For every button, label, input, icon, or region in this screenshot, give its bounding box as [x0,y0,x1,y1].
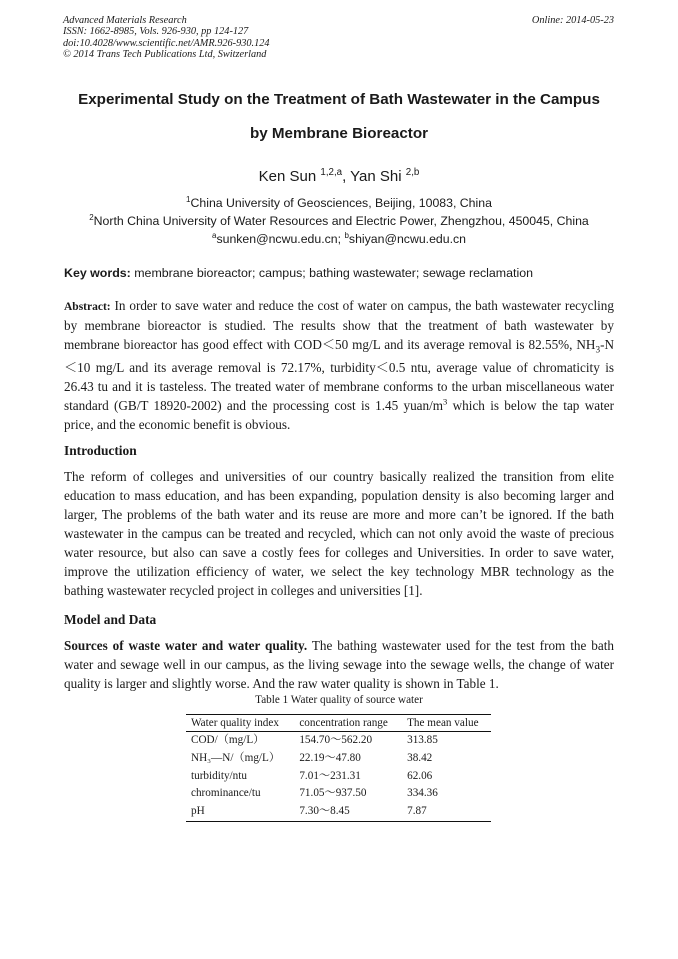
paper-title-line-2: by Membrane Bioreactor [249,125,429,142]
table-cell: chrominance/tu [191,787,261,800]
abstract-text: In order to save water and reduce the cost of water on campus, the bath wastewater recycling by membrane bioreactor is studied. The results show that the treatment of bath wastewater by membrane bioreactor has good effect with COD＜50 mg/L and its average removal is 82.55%, NH [64,298,614,352]
table-cell: 7.01～231.31 [299,769,361,782]
table-cell: COD/（mg/L） [191,734,265,746]
table-cell: 7.87 [402,803,491,821]
introduction-paragraph: The reform of colleges and universities of our country basically realized the transition from elite education to mass education, and has been expanding, population density is also becoming larger and larger, The problems of the bath water and its reuse are more and more can’t be ignored. If the bath wastewater in the campus can be treated and recycled, which can not only avoid the waste of precious water resource, but also can save a costly fees for colleges and Universities. In order to save water, improve the utilization efficiency of water, we select the key technology MBR technology as the bathing wastewater recycled project in colleges and universities [1]. [64,469,614,598]
table-row [186,785,491,803]
model-paragraph [64,636,614,693]
author-name: Yan Shi [350,168,402,185]
affiliation-text: China University of Geosciences, Beijing, 10083, China [190,196,492,210]
table-cell: 7.30～8.45 [294,803,402,821]
email-mark: b [344,230,349,240]
affiliation-text: North China University of Water Resources and Electric Power, Zhengzhou, 450045, China [93,214,589,228]
affiliation-mark: 1 [186,194,191,204]
copyright-line: © 2014 Trans Tech Publications Ltd, Switzerland [63,48,267,60]
table-row [186,768,491,786]
table-cell: 22.19～47.80 [299,751,361,764]
keywords-label: Key words: [64,266,131,280]
author-affiliation-mark: 1,2,a [320,167,343,178]
author-emails [30,232,648,246]
email-text: sunken@ncwu.edu.cn; [216,232,345,246]
subsection-heading: Sources of waste water and water quality. [64,638,308,653]
keywords-text: membrane bioreactor; campus; bathing wastewater; sewage reclamation [130,266,534,280]
table-cell: pH [186,803,294,821]
affiliation-1 [30,196,648,210]
table-caption: Table 1 Water quality of source water [255,694,423,706]
section-heading-introduction: Introduction [64,443,137,458]
paper-title-line-1: Experimental Study on the Treatment of Bath Wastewater in the Campus [78,91,600,108]
table-header-row [186,715,491,732]
affiliation-mark: 2 [89,212,94,222]
water-quality-table [186,714,491,822]
table-cell: 62.06 [407,769,433,782]
keywords [64,266,533,280]
table-cell: turbidity/ntu [191,769,247,782]
table-cell: 154.70～562.20 [299,734,373,746]
affiliation-2 [30,214,648,228]
email-text: shiyan@ncwu.edu.cn [348,232,466,246]
doi-line: doi:10.4028/www.scientific.net/AMR.926-930.124 [63,37,270,49]
table-cell: NH₃—N/（mg/L） [191,751,281,764]
email-mark: a [212,230,217,240]
author-name: Ken Sun [258,168,317,185]
section-heading-model-and-data: Model and Data [64,612,157,627]
table-cell: 38.42 [407,751,433,764]
table-row [186,732,491,750]
table-cell: 334.36 [407,787,438,800]
column-header: concentration range [294,715,402,732]
online-date: Online: 2014-05-23 [531,15,614,26]
journal-name: Advanced Materials Research [63,15,187,26]
table-cell: 313.85 [407,734,438,746]
author-separator: , [342,168,351,185]
author-affiliation-mark: 2,b [405,167,420,178]
journal-header [63,15,270,60]
abstract [64,297,614,435]
abstract-text: -N＜10 mg/L and its average removal is 72.17%, turbidity＜0.5 ntu, average value of chromaticity is 26.43 tu and it is tasteless. The treated water of membrane conforms to the urban miscellaneous water standard (GB/T 18920-2002) and the processing cost is 1.45 yuan/m [64,336,614,414]
superscript: 3 [443,396,448,407]
abstract-label: Abstract: [64,301,111,313]
abstract-text: which is below the tap water price, and the economic benefit is obvious. [64,398,614,433]
table-row [186,750,491,768]
subscript: 3 [595,344,601,355]
table-row [186,803,491,821]
authors [30,168,648,185]
paragraph-text: The bathing wastewater used for the test from the bath water and sewage well in our campus, as the living sewage into the sewage wells, the change of water quality is larger and slightly worse. And the raw water quality is shown in Table 1. [64,638,614,691]
table-cell: 71.05～937.50 [299,787,367,800]
column-header: The mean value [402,715,491,732]
issn-line: ISSN: 1662-8985, Vols. 926-930, pp 124-127 [63,26,249,38]
column-header: Water quality index [186,715,294,732]
